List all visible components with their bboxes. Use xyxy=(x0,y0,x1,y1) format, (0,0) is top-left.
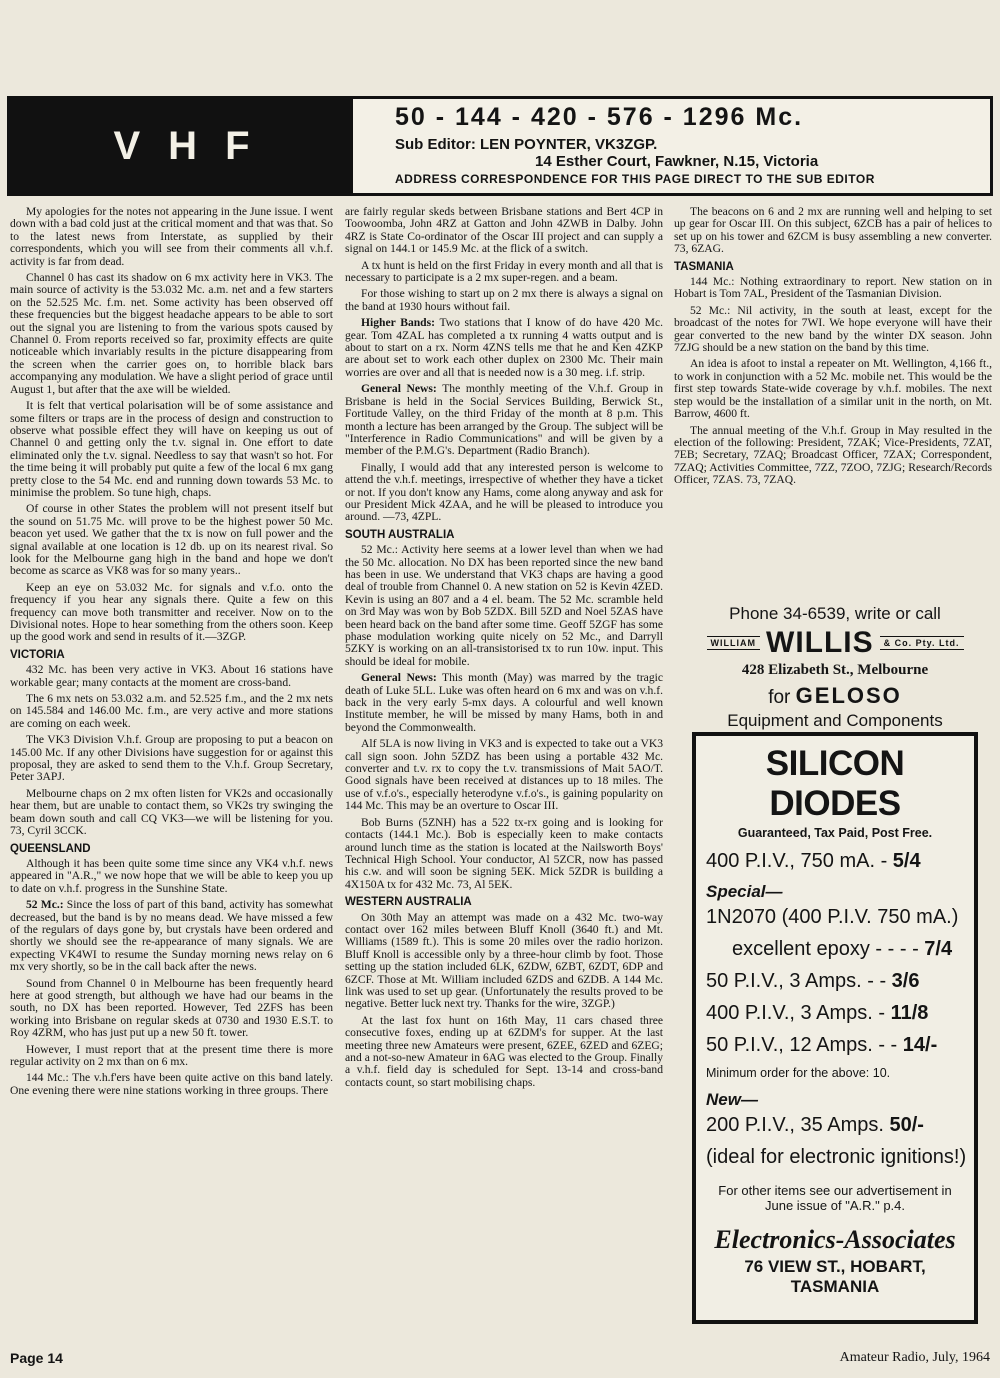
silicon-diodes-advertisement xyxy=(692,732,978,1324)
item-desc: 400 P.I.V., 750 mA. - xyxy=(706,850,888,872)
paragraph: Although it has been quite some time since any VK4 v.h.f. news appeared in "A.R.," we now hope that we will be able to keep you up to date on v.h.f. progress in the Sunshine State. xyxy=(10,856,333,895)
item-desc: excellent epoxy - - - - xyxy=(732,938,919,960)
ad-title: SILICON DIODES xyxy=(765,744,905,823)
heading-south-australia: SOUTH AUSTRALIA xyxy=(345,528,455,541)
lead-in: Higher Bands: xyxy=(361,316,436,330)
band-list: 50 - 144 - 420 - 576 - 1296 Mc. xyxy=(395,103,804,131)
item-price: 5/4 xyxy=(892,850,921,872)
lead-in: General News: xyxy=(361,671,437,685)
paragraph xyxy=(10,899,333,973)
paragraph: Alf 5LA is now living in VK3 and is expected to take out a VK3 call sign soon. John 5ZDZ has been using a portable 432 Mc. converter and t.v. rx to copy the t.v. transmissions of Mait 5AO/T. Good signals have been received at distances up to 18 miles. The use of v.f.o's., especially heterodyne v.f.o's., is gaining popularity on 144 Mc. This may be an overture to Oscar III. xyxy=(345,737,663,813)
item-desc: 400 P.I.V., 3 Amps. - xyxy=(706,1002,886,1024)
special-heading: Special— xyxy=(706,882,783,901)
section-header xyxy=(7,96,993,196)
paragraph: Sound from Channel 0 in Melbourne has been frequently heard here at good strength, but although we have had our beams in the south, no DX has been reported. However, Ted 2ZFS has been working into Brisbane on regular skeds at 0730 and 1930 E.S.T. to Roy 4ZRM, who has just put up a new 50 ft. tower. xyxy=(10,976,333,1040)
item-price: 50/- xyxy=(889,1114,924,1136)
price-row xyxy=(706,970,964,993)
company-street: 76 VIEW ST., HOBART, xyxy=(744,1257,926,1276)
paragraph: Keep an eye on 53.032 Mc. for signals and v.f.o. onto the frequency if you hear any signals there. Quite a few on this frequency can move both transmitter and receiver. Now on to the Divisional notes. Hope to hear something from the others soon. Keep up the good work and send in results of it.—3ZGP. xyxy=(10,580,333,644)
logo-right: & Co. Pty. Ltd. xyxy=(880,636,964,650)
paragraph: 52 Mc.: Activity here seems at a lower level than when we had the 50 Mc. allocation. No DX has been reported since the new band has been in use. We understand that VK3 chaps are having a good deal of trouble from Channel 0. A new station on 52 is Kevin 4ZED. Kevin is using an 807 and a 4 el. beam. The 52 Mc. scramble held on 3rd May was won by Bob 5ZDX. Bill 5ZD and Noel 5ZAS have been heard back on the band after some time. Geoff 5ZGF has some phase modulation working quite nicely on 52 Mc., and Darryll 5ZKY is working on an all-transistorised tx to run 10w. input. This should be ideal for mobile. xyxy=(345,543,663,668)
issue-info: Amateur Radio, July, 1964 xyxy=(839,1350,990,1365)
other-items-note: For other items see our advertisement in June issue of "A.R." p.4. xyxy=(718,1183,952,1213)
ad-address: 428 Elizabeth St., Melbourne xyxy=(741,662,929,678)
column-3 xyxy=(674,206,992,491)
price-row xyxy=(706,1034,964,1057)
price-row: 1N2070 (400 P.I.V. 750 mA.) xyxy=(706,906,959,928)
paragraph xyxy=(345,383,663,457)
item-price: 14/- xyxy=(902,1034,938,1056)
lead-in: 52 Mc.: xyxy=(26,898,64,912)
paragraph: The 6 mx nets on 53.032 a.m. and 52.525 f.m., and the 2 mx nets on 145.584 and 146.00 Mc. f.m., are very active and more stations are coming on each week. xyxy=(10,692,333,730)
item-desc: 50 P.I.V., 12 Amps. - - xyxy=(706,1034,898,1056)
paragraph: On 30th May an attempt was made on a 432 Mc. two-way contact over 162 miles between Bluff Knoll (3640 ft.) and Mt. Williams (1589 ft.). This is some 20 miles over the radio horizon. Bluff Knoll is accessible only by a three-hour climb by foot. Those setting up the station included 6LK, 6ZDW, 6ZBT, 6ZDT, 6DP and 6ZCF. Those at Mt. William included 6ZDS and 6ZDB. A 144 Mc. link was used to set up gear. (Unfortunately the results proved to be negative. Better luck next try. Thanks for the wire, 3ZGP.) xyxy=(345,910,663,1011)
new-heading: New— xyxy=(706,1090,758,1109)
page-number: Page 14 xyxy=(10,1350,63,1366)
price-row xyxy=(706,1114,964,1137)
heading-victoria: VICTORIA xyxy=(10,648,65,661)
paragraph: 144 Mc.: The v.h.f'ers have been quite active on this band lately. One evening there were nine stations working in three groups. There xyxy=(10,1071,333,1097)
ad-equipment: Equipment and Components xyxy=(727,711,943,730)
editor-address: 14 Esther Court, Fawkner, N.15, Victoria xyxy=(535,153,819,170)
paragraph xyxy=(345,672,663,734)
ad-subtitle: Guaranteed, Tax Paid, Post Free. xyxy=(737,826,933,840)
lead-in: General News: xyxy=(361,382,437,396)
willis-logo xyxy=(676,626,994,660)
paragraph: At the last fox hunt on 16th May, 11 cars chased three consecutive foxes, ending up at 6ZDM's for supper. At the last meeting three new Amateurs were present, 6ZEE, 6ZED and 6ZEG; and a not-so-new Amateur in 6AG was elected to the Group. Finally a v.h.f. field day is scheduled for Sept. 13-14 and cross-band contacts count, so start mobilising chaps. xyxy=(345,1013,663,1089)
paragraph-text: Since the loss of part of this band, activity has somewhat decreased, but the band is by no means dead. We have missed a few of the regulars of days gone by, but crystals have been ordered and shortly we should see the re-appearance of many signals. We are expecting VK4WI to resume the Sunday morning news relay on 6 mx very shortly, so be in the call back after the news. xyxy=(10,898,334,974)
ad-for-line xyxy=(676,683,994,709)
heading-queensland: QUEENSLAND xyxy=(10,842,91,855)
item-desc: 50 P.I.V., 3 Amps. - - xyxy=(706,970,887,992)
item-price: 7/4 xyxy=(924,938,953,960)
item-price: 11/8 xyxy=(890,1002,929,1024)
price-note: (ideal for electronic ignitions!) xyxy=(706,1146,967,1168)
header-info xyxy=(353,99,990,193)
paragraph-text: Two stations that I know of do have 420 Mc. gear. Tom 4ZAL has completed a tx running 4 watts output and is about to start on a rx. Norm 4ZNS tells me that he and Ken 4ZKP are about set to work each other duplex on 2300 Mc. Their main worries are over and all that is needed now is a 30 meg. i.f. strip. xyxy=(345,316,663,379)
paragraph: My apologies for the notes not appearing in the June issue. I went down with a bad cold just at the critical moment and that was that. So to the latest news from Interstate, as supplied by their correspondents, which you will see from their comments all v.h.f. activity is far from dead. xyxy=(10,205,333,268)
paragraph: 144 Mc.: Nothing extraordinary to report. New station on in Hobart is Tom 7AL, President of the Tasmanian Division. xyxy=(674,275,992,301)
paragraph: are fairly regular skeds between Brisbane stations and Bert 4CP in Toowoomba, John 4RZ at Gatton and John 4ZWB in Dalby. John 4RZ is State Co-ordinator of the Oscar III project and can supply a signal on 144.1 or 145.9 Mc. at the flick of a switch. xyxy=(345,205,663,256)
column-1 xyxy=(10,206,333,1101)
company-state: TASMANIA xyxy=(790,1277,880,1296)
column-2 xyxy=(345,206,663,1093)
paragraph: Channel 0 has cast its shadow on 6 mx activity here in VK3. The main source of activity is the 53.032 Mc. a.m. net and a few starters on the 52.525 Mc. f.m. net. Some activity has been observed off these frequencies but the biggest headache appears to be able to sort out the signal you are listening to from the various spots caused by Channel 0. From reports received so far, proximity effects are quite noticeable which invariably results in the picture disappearing from the screen when the carrier goes on, to horrible black bars accompanying any modulation. We have a slight period of grace until August 1, but after that the axe will be wielded. xyxy=(10,271,333,396)
paragraph: For those wishing to start up on 2 mx there is always a signal on the band at 1930 hours without fail. xyxy=(345,287,663,313)
correspondence-note: ADDRESS CORRESPONDENCE FOR THIS PAGE DIRECT TO THE SUB EDITOR xyxy=(395,172,875,186)
paragraph: A tx hunt is held on the first Friday in every month and all that is necessary to participate is a 2 mx super-regen. and a beam. xyxy=(345,258,663,285)
willis-advertisement xyxy=(676,604,994,731)
paragraph: Of course in other States the problem will not present itself but the sound on 51.75 Mc. will prove to be the highest power 50 Mc. beacon yet used. We gather that the tx is now on full power and the signal available at one location is 12 db. up on its nearest rival. So look for the Melbourne gang high in the band and hope we don't become as scarce as VK8 was for so many years.. xyxy=(10,502,333,578)
item-price: 3/6 xyxy=(891,970,920,992)
sub-editor: Sub Editor: LEN POYNTER, VK3ZGP. xyxy=(395,136,658,153)
logo-left: WILLIAM xyxy=(707,636,761,650)
ad-phone: Phone 34-6539, write or call xyxy=(729,604,941,623)
paragraph: However, I must report that at the present time there is more regular activity on 2 mx than on 6 mx. xyxy=(10,1042,333,1068)
paragraph: Finally, I would add that any interested person is welcome to attend the v.h.f. meetings, irrespective of whether they have a ticket or not. If you don't know any Hams, come along anyway and ask for our President Mick 4ZAA, and he will be pleased to introduce you around. —73, 4ZPL. xyxy=(345,460,663,524)
paragraph-text: The monthly meeting of the V.h.f. Group in Brisbane is held in the Social Services Building, Berwick St., Fortitude Valley, on the third Friday of the month at 8 p.m. This month a lecture has been arranged by the Group. The subject will be "Interference in Radio Communications" and will be given by a member of the P.M.G's. Department (Radio Branch). xyxy=(345,382,664,458)
minimum-order: Minimum order for the above: 10. xyxy=(706,1066,891,1080)
price-row xyxy=(706,1002,964,1025)
section-title: VHF xyxy=(10,99,353,193)
company-name: Electronics-Associates xyxy=(714,1225,956,1254)
paragraph: Melbourne chaps on 2 mx often listen for VK2s and occasionally hear them, but are unable to contact them, so VK2s try swinging the beam down south and call CQ VK3—we will be listening for you. 73, Cyril 3CCK. xyxy=(10,786,333,838)
price-row xyxy=(706,938,964,961)
paragraph xyxy=(345,317,663,379)
paragraph: The annual meeting of the V.h.f. Group in May resulted in the election of the following: President, 7ZAK; Vice-Presidents, 7ZAT, 7EB; Secretary, 7ZAQ; Broadcast Officer, 7ZAX; Correspondent, 7ZAQ; Activities Committee, 7ZZ, 7ZOO, 7ZJG; Research/Records Officer, 7ZAS. 73, 7ZAQ. xyxy=(674,423,992,487)
paragraph: 52 Mc.: Nil activity, in the south at least, except for the broadcast of the notes for 7WI. We hope everyone will have their gear converted to the new band by the winter DX season. John 7ZJG should be a new station on the band by this time. xyxy=(674,303,992,355)
logo-name: WILLIS xyxy=(766,626,874,659)
paragraph: The VK3 Division V.h.f. Group are proposing to put a beacon on 145.00 Mc. If any other Divisions have suggestion for or against this proposal, they are asked to send them to the V.h.f. Group Secretary, Peter 3APJ. xyxy=(10,733,333,784)
paragraph: Bob Burns (5ZNH) has a 522 tx-rx going and is looking for contacts (144.1 Mc.). Bob is especially keen to make contacts around lunch time as the station is located at the Nailsworth Boys' Technical High School. Your conductor, Al 5ZCR, now has passed his c.w. and will soon be signing 5EK. Mick 5ZDR is building a 4X150A tx for 432 Mc. 73, Al 5EK. xyxy=(345,815,663,891)
paragraph: An idea is afoot to instal a repeater on Mt. Wellington, 4,166 ft., to work in conjunction with a 52 Mc. mobile net. This would be the first step towards State-wide coverage by v.h.f. mobiles. The next step would be the installation of a similar unit in the north, on Mt. Barrow, 4600 ft. xyxy=(674,357,992,421)
paragraph-text: This month (May) was marred by the tragic death of Luke 5LL. Luke was often heard on 6 mx and was on v.h.f. back in the very early 5-mx days. A colourful and well known Institute member, he will be missed by many Hams, both in and beyond the Commonwealth. xyxy=(345,671,663,734)
geloso-brand: GELOSO xyxy=(795,683,902,708)
for-word: for xyxy=(768,687,791,708)
heading-western-australia: WESTERN AUSTRALIA xyxy=(345,896,472,909)
paragraph: It is felt that vertical polarisation will be of some assistance and some filters or traps are in the process of design and construction to observe what possible effect they will have on keeping us out of Channel 0 and getting only the t.v. signal in. One effort to date eliminated only the t.v. signal. Needless to say that wasn't so hot. For the time being it will probably put quite a few of the local 6 mx gang pretty close to the 54 Mc. end and running down towards 53 Mc. to minimise the problem. So tune high, chaps. xyxy=(10,399,333,499)
paragraph: 432 Mc. has been very active in VK3. About 16 stations have workable gear; many contacts at the moment are cross-band. xyxy=(10,663,333,689)
paragraph: The beacons on 6 and 2 mx are running well and helping to set up gear for Oscar III. On this subject, 6ZCB has a pair of helices to set up on his tower and 6ZCM is busy assembling a new converter. 73, 6ZAG. xyxy=(674,205,992,256)
price-row xyxy=(706,850,964,873)
item-desc: 200 P.I.V., 35 Amps. xyxy=(706,1114,884,1136)
heading-tasmania: TASMANIA xyxy=(674,260,734,273)
